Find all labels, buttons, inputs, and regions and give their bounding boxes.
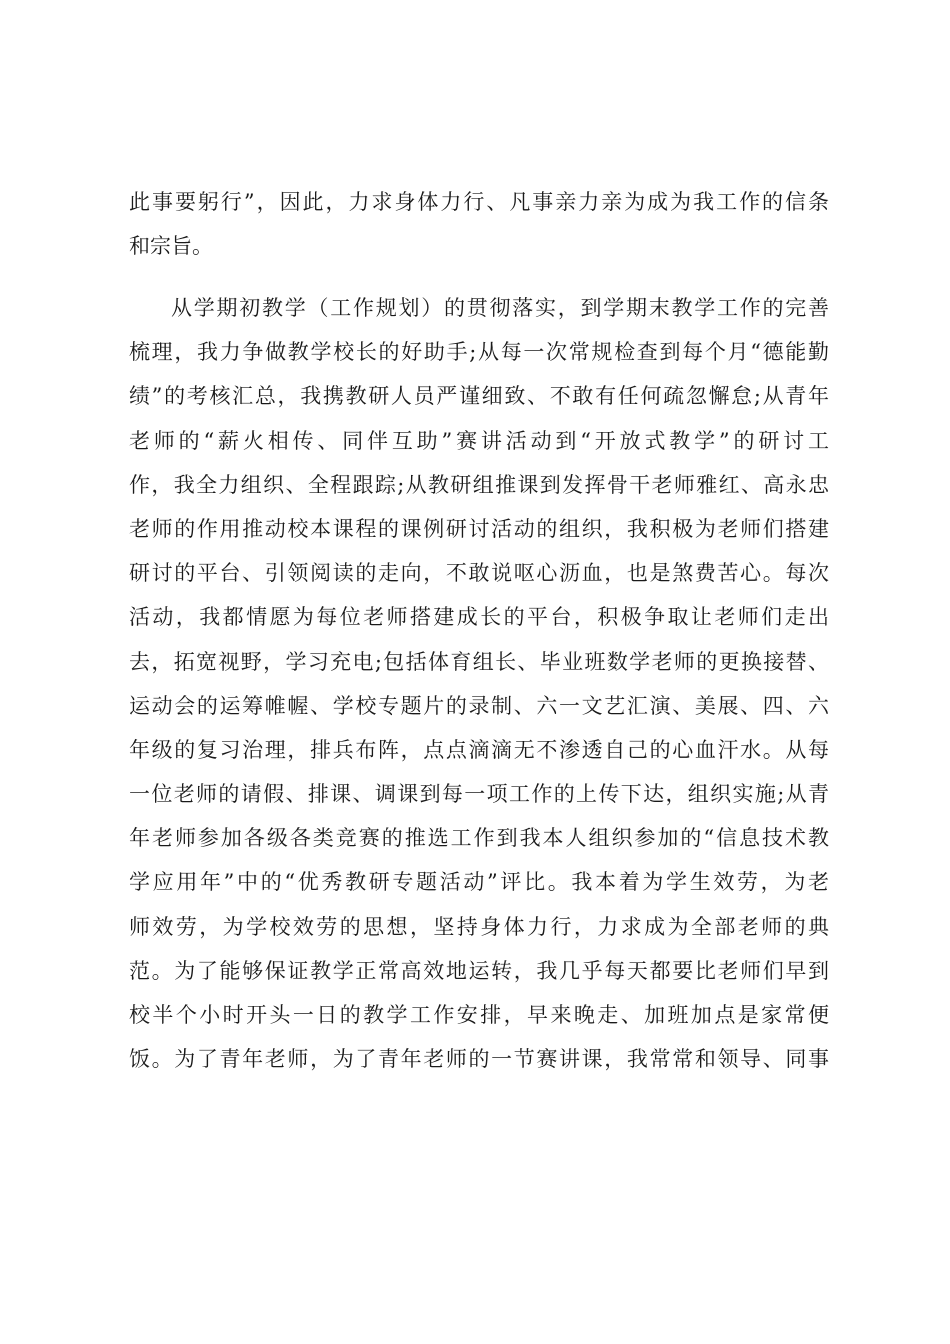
text-line: 研讨的平台、引领阅读的走向，不敢说呕心沥血，也是煞费苦心。每次 (129, 561, 829, 586)
text-line: 范。为了能够保证教学正常高效地运转，我几乎每天都要比老师们早到 (129, 958, 829, 983)
paragraph-continuation (129, 180, 829, 268)
text-line: 年级的复习治理，排兵布阵，点点滴滴无不渗透自己的心血汗水。从每 (129, 737, 829, 762)
text-line: 运动会的运筹帷幄、学校专题片的录制、六一文艺汇演、美展、四、六 (129, 693, 829, 718)
text-line: 年老师参加各级各类竞赛的推选工作到我本人组织参加的“信息技术教 (129, 826, 829, 851)
text-line: 老师的作用推动校本课程的课例研讨活动的组织，我积极为老师们搭建 (129, 516, 829, 541)
text-line: 一位老师的请假、排课、调课到每一项工作的上传下达，组织实施;从青 (129, 782, 829, 807)
text-line: 饭。为了青年老师，为了青年老师的一节赛讲课，我常常和领导、同事 (129, 1047, 829, 1072)
text-line: 学应用年”中的“优秀教研专题活动”评比。我本着为学生效劳，为老 (129, 870, 829, 895)
text-line: 老师的“薪火相传、同伴互助”赛讲活动到“开放式教学”的研讨工 (129, 428, 829, 453)
text-line: 绩”的考核汇总，我携教研人员严谨细致、不敢有任何疏忽懈怠;从青年 (129, 384, 829, 409)
text-line: 活动，我都情愿为每位老师搭建成长的平台，积极争取让老师们走出 (129, 605, 829, 630)
text-line: 校半个小时开头一日的教学工作安排，早来晚走、加班加点是家常便 (129, 1003, 829, 1027)
text-line: 此事要躬行”，因此，力求身体力行、凡事亲力亲为成为我工作的信条 (129, 190, 829, 214)
text-line-indented: 从学期初教学（工作规划）的贯彻落实，到学期末教学工作的完善 (171, 296, 829, 320)
text-line: 去，拓宽视野，学习充电;包括体育组长、毕业班数学老师的更换接替、 (129, 649, 829, 674)
text-line: 作，我全力组织、全程跟踪;从教研组推课到发挥骨干老师雅红、高永忠 (129, 472, 829, 497)
paragraph-main (129, 286, 829, 1081)
text-line: 师效劳，为学校效劳的思想，坚持身体力行，力求成为全部老师的典 (129, 914, 829, 939)
text-line: 和宗旨。 (129, 234, 213, 259)
text-line: 梳理，我力争做教学校长的好助手;从每一次常规检查到每个月“德能勤 (129, 340, 829, 365)
